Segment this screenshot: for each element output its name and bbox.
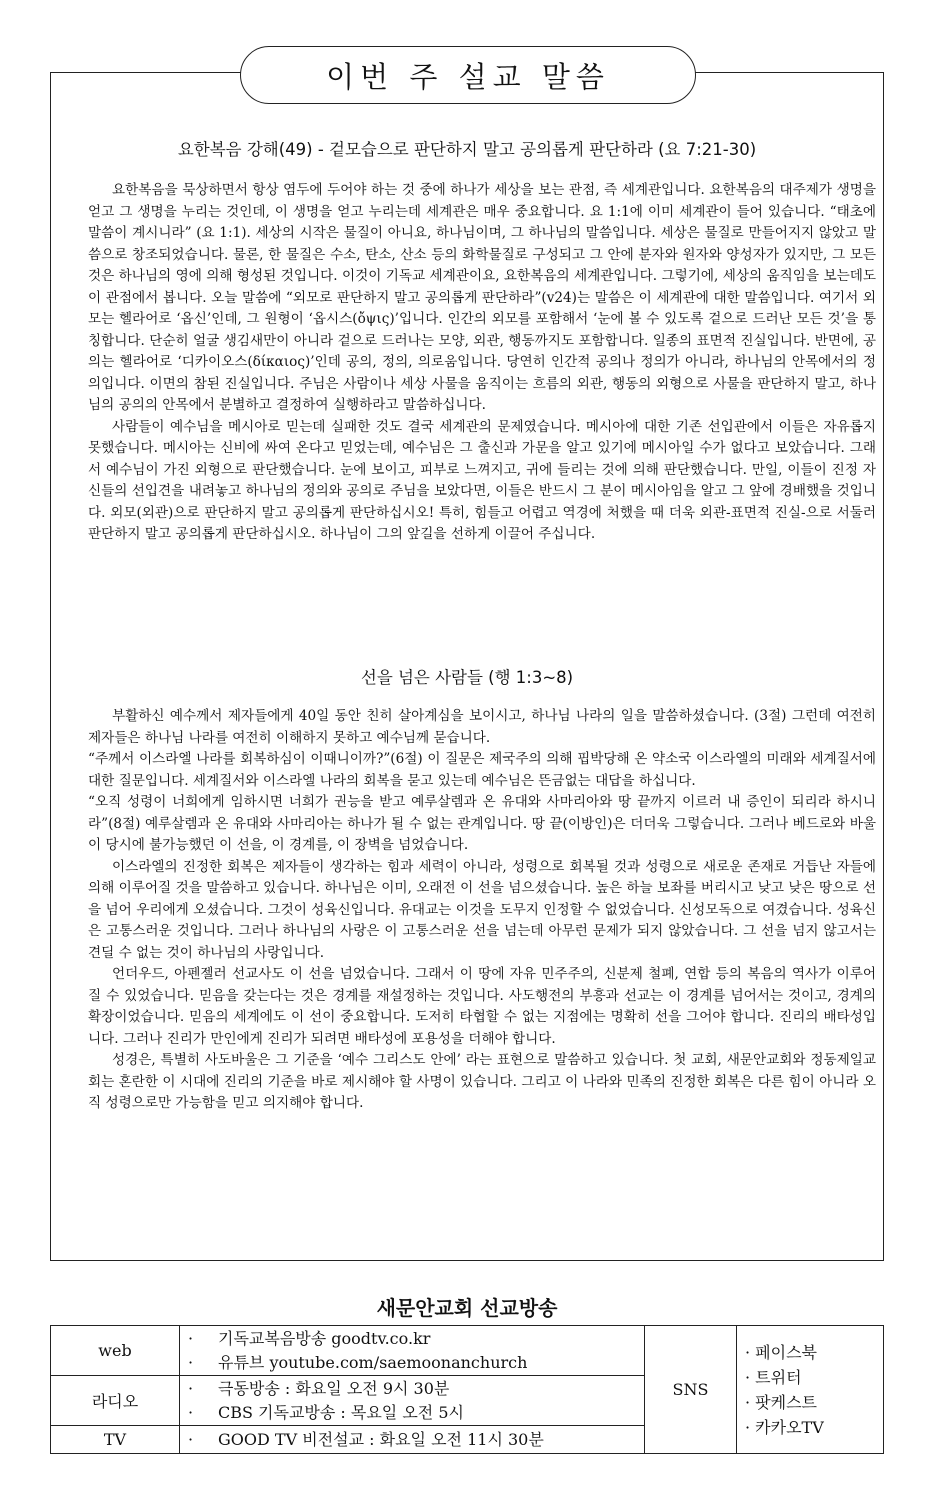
broadcast-line [188, 1327, 636, 1351]
sermon1-paragraph: 사람들이 예수님을 메시아로 믿는데 실패한 것도 결국 세계관의 문제였습니다. 메시아에 대한 기존 선입관에서 이들은 자유롭지 못했습니다. 메시아는 신비에 싸여 온다고 믿었는데, 예수님은 그 출신과 가문을 알고 있기에 메시아일 수가 없다고 보았습니다. 그래서 예수님이 가진 외형으로 판단했습니다. 눈에 보이고, 피부로 느껴지고, 귀에 들리는 것에 의해 판단했습니다. 만일, 이들이 진정 자신들의 선입견을 내려놓고 하나님의 정의와 공의로 주님을 보았다면, 이들은 반드시 그 분이 메시아임을 알고 그 앞에 경배했을 것입니다. 외모(외관)으로 판단하지 말고 공의롭게 판단하십시오! 특히, 힘들고 어렵고 역경에 처했을 때 더욱 외관-표면적 진실-으로 서둘러 판단하지 말고 공의롭게 판단하십시오. 하나님이 그의 앞길을 선하게 이끌어 주십니다. [88, 418, 876, 542]
sns-item-podcast: · 팟케스트 [745, 1392, 817, 1412]
broadcast-line [188, 1377, 636, 1401]
broadcast-line [188, 1401, 636, 1425]
bullet-dot: · [188, 1328, 194, 1348]
broadcast-table [50, 1325, 884, 1454]
sermon1-paragraph: 요한복음을 묵상하면서 항상 염두에 두어야 하는 것 중에 하나가 세상을 보는 관점, 즉 세계관입니다. 요한복음의 대주제가 생명을 얻고 그 생명을 누리는 것인데, 이 생명을 얻고 누리는데 세계관은 매우 중요합니다. 요 1:1에 이미 세계관이 들어 있습니다. “태초에 말씀이 계시니라” (요 1:1). 세상의 시작은 물질이 아니요, 하나님이며, 그 하나님의 말씀입니다. 세상은 물질로 만들어지지 않았고 말씀으로 창조되었습니다. 물론, 한 물질은 수소, 탄소, 산소 등의 화학물질로 구성되고 그 안에 분자와 원자와 양성자가 있지만, 그 모든 것은 하나님의 영에 의해 형성된 것입니다. 이것이 기독교 세계관이요, 요한복음의 세계관입니다. 그렇기에, 세상의 움직임을 보는데도 이 관점에서 봅니다. 오늘 말씀에 “외모로 판단하지 말고 공의롭게 판단하라”(v24)는 말씀은 이 세계관에 대한 말씀입니다. 여기서 외모는 헬라어로 ‘옵신’인데, 그 원형이 ‘옵시스(ὄψις)’입니다. 인간의 외모를 포함해서 ‘눈에 볼 수 있도록 겉으로 드러난 모든 것’을 통칭합니다. 단순히 얼굴 생김새만이 아니라 겉으로 드러나는 모양, 외관, 행동까지도 포함합니다. 일종의 표면적 진실입니다. 반면에, 공의는 헬라어로 ‘디카이오스(δίκαιος)’인데 공의, 정의, 의로움입니다. 당연히 인간적 공의나 정의가 아니라, 하나님의 안목에서의 정의입니다. 이면의 참된 진실입니다. 주님은 사람이나 세상 사물을 움직이는 흐름의 외관, 행동의 외형으로 사물을 판단하지 말고, 하나님의 공의의 안목에서 분별하고 결정하여 실행하라고 말씀하십니다. [88, 182, 876, 413]
broadcast-label-web: web [51, 1326, 180, 1376]
broadcast-line [188, 1428, 636, 1452]
broadcast-lines-tv [180, 1426, 645, 1454]
broadcast-line-text: 유튜브 youtube.com/saemoonanchurch [218, 1352, 528, 1372]
bullet-dot: · [188, 1352, 194, 1372]
page-title: 이번 주 설교 말씀 [240, 46, 696, 104]
broadcast-label-tv: TV [51, 1426, 180, 1454]
sermon2-body [88, 706, 876, 1115]
sns-item-twitter: · 트위터 [745, 1367, 802, 1387]
broadcast-title: 새문안교회 선교방송 [376, 1296, 558, 1320]
sermon1-heading: 요한복음 강해(49) - 겉모습으로 판단하지 말고 공의롭게 판단하라 (요 7:21-30) [177, 140, 757, 159]
sermon2-paragraph: “오직 성령이 너희에게 임하시면 너희가 권능을 받고 예루살렘과 온 유대와 사마리아와 땅 끝까지 이르러 내 증인이 되리라 하시니라”(8절) 예루살렘과 온 유대와 사마리아는 하나가 될 수 없는 관계입니다. 땅 끝(이방인)은 더더욱 그렇습니다. 그러나 베드로와 바울이 당시에 불가능했던 이 선을, 이 경계를, 이 장벽을 넘었습니다. [88, 794, 876, 853]
broadcast-line-text: CBS 기독교방송 : 목요일 오전 5시 [218, 1402, 464, 1422]
broadcast-line [188, 1351, 636, 1375]
bullet-dot: · [188, 1402, 194, 1422]
broadcast-lines-web [180, 1326, 645, 1376]
broadcast-label-radio: 라디오 [51, 1376, 180, 1426]
sermon2-paragraph: 성경은, 특별히 사도바울은 그 기준을 ‘예수 그리스도 안에’ 라는 표현으로 말씀하고 있습니다. 첫 교회, 새문안교회와 정동제일교회는 혼란한 이 시대에 진리의 기준을 바로 제시해야 할 사명이 있습니다. 그리고 이 나라와 민족의 진정한 회복은 다른 힘이 아니라 오직 성령으로만 가능함을 믿고 의지해야 합니다. [88, 1052, 876, 1111]
sermon2-paragraph: 언더우드, 아펜젤러 선교사도 이 선을 넘었습니다. 그래서 이 땅에 자유 민주주의, 신분제 철폐, 연합 등의 복음의 역사가 이루어 질 수 있었습니다. 믿음을 갖는다는 것은 경계를 재설정하는 것입니다. 사도행전의 부흥과 선교는 이 경계를 넘어서는 것이고, 경계의 확장이었습니다. 믿음의 세계에도 이 선이 중요합니다. 도저히 타협할 수 없는 지점에는 명확히 선을 그어야 합니다. 진리의 배타성입니다. 그러나 진리가 만인에게 진리가 되려면 배타성에 포용성을 더해야 합니다. [88, 966, 876, 1047]
sermon2-heading: 선을 넘은 사람들 (행 1:3~8) [360, 668, 574, 687]
sermon2-paragraph: 부활하신 예수께서 제자들에게 40일 동안 친히 살아계심을 보이시고, 하나님 나라의 일을 말씀하셨습니다. (3절) 그런데 여전히 제자들은 하나님 나라를 여전히 이해하지 못하고 예수님께 묻습니다. [88, 708, 876, 746]
broadcast-line-text: 기독교복음방송 goodtv.co.kr [218, 1328, 431, 1348]
bullet-dot: · [188, 1378, 194, 1398]
sns-item-facebook: · 페이스북 [745, 1342, 817, 1362]
broadcast-line-text: GOOD TV 비전설교 : 화요일 오전 11시 30분 [218, 1429, 544, 1449]
sns-item-kakaotv: · 카카오TV [745, 1417, 824, 1437]
broadcast-lines-radio [180, 1376, 645, 1426]
sermon2-paragraph: 이스라엘의 진정한 회복은 제자들이 생각하는 힘과 세력이 아니라, 성령으로 회복될 것과 성령으로 새로운 존재로 거듭난 자들에 의해 이루어질 것을 말씀하고 있습니다. 하나님은 이미, 오래전 이 선을 넘으셨습니다. 높은 하늘 보좌를 버리시고 낮고 낮은 땅으로 선을 넘어 우리에게 오셨습니다. 그것이 성육신입니다. 유대교는 이것을 도무지 인정할 수 없었습니다. 신성모독으로 여겼습니다. 성육신은 고통스러운 것입니다. 그러나 하나님의 사랑은 이 고통스러운 선을 넘는데 아무런 문제가 되지 않았습니다. 그 선을 넘지 않고서는 견딜 수 없는 것이 하나님의 사랑입니다. [88, 858, 876, 961]
sermon2-paragraph: “주께서 이스라엘 나라를 회복하심이 이때니이까?”(6절) 이 질문은 제국주의 의해 핍박당해 온 약소국 이스라엘의 미래와 세계질서에 대한 질문입니다. 세계질서와 이스라엘 나라의 회복을 묻고 있는데 예수님은 뜬금없는 대답을 하십니다. [88, 751, 876, 789]
broadcast-row-web [51, 1326, 884, 1376]
sns-list [737, 1326, 884, 1454]
sermon1-body [88, 180, 876, 546]
bullet-dot: · [188, 1429, 194, 1449]
broadcast-line-text: 극동방송 : 화요일 오전 9시 30분 [218, 1378, 450, 1398]
sns-label: SNS [645, 1326, 737, 1454]
